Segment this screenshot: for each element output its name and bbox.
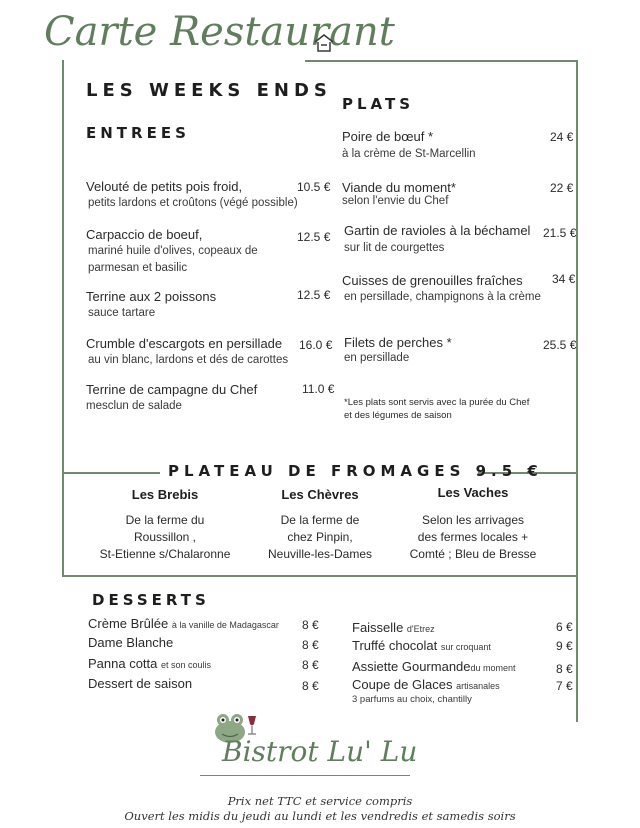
dessert-price: 8 € <box>302 658 319 672</box>
dessert-price: 9 € <box>556 639 573 653</box>
plat-desc: selon l'envie du Chef <box>342 195 449 207</box>
entree-desc: petits lardons et croûtons (végé possible) <box>88 197 298 209</box>
plat-price: 21.5 € <box>543 226 577 240</box>
cheese-desc: Selon les arrivages <box>421 513 525 527</box>
cheese-title: Les Brebis <box>131 487 199 502</box>
plat-desc: à la crème de St-Marcellin <box>342 148 476 160</box>
bistrot-logo: Bistrot Lu' Lu <box>222 735 418 768</box>
plat-desc: sur lit de courgettes <box>344 242 445 254</box>
page-title: Carte Restaurant <box>44 9 395 55</box>
dessert-price: 8 € <box>556 662 573 676</box>
cheese-desc: chez Pinpin, <box>287 530 353 544</box>
plat-name: Viande du moment* <box>342 180 456 195</box>
dessert-extra: à la vanille de Madagascar <box>171 620 279 630</box>
weekend-title: LES WEEKS ENDS <box>86 80 332 101</box>
frame-divider-fromage-left <box>62 472 160 474</box>
plat-price: 34 € <box>552 272 576 286</box>
cheese-column <box>80 487 250 563</box>
dessert-price: 8 € <box>302 638 319 652</box>
entree-name: Terrine aux 2 poissons <box>86 289 217 304</box>
dessert-extra: d'Etrez <box>406 624 435 634</box>
dessert-name: Assiette Gourmande <box>352 659 471 674</box>
plat-name: Filets de perches * <box>344 335 452 350</box>
cheese-desc: des fermes locales + <box>417 530 529 544</box>
dessert-extra: artisanales <box>456 681 500 691</box>
entree-desc: au vin blanc, lardons et dés de carottes <box>88 354 289 366</box>
dessert-item <box>352 659 516 674</box>
plats-heading: PLATS <box>342 95 415 113</box>
entree-name: Terrine de campagne du Chef <box>86 382 258 397</box>
dessert-name: Dame Blanche <box>88 635 174 650</box>
dessert-extra: et son coulis <box>161 660 212 670</box>
cheese-column <box>388 485 558 563</box>
cheese-desc: St-Etienne s/Chalaronne <box>99 547 231 561</box>
cheese-title: Les Chèvres <box>281 487 359 502</box>
entree-name: Carpaccio de boeuf, <box>86 227 203 242</box>
cheese-desc: De la ferme du <box>125 513 205 527</box>
cheese-desc: Neuville-les-Dames <box>267 547 373 561</box>
frame-right-line <box>576 60 578 722</box>
entree-desc: sauce tartare <box>88 307 156 319</box>
plat-name: Gartin de ravioles à la béchamel <box>344 223 531 238</box>
plat-name: Cuisses de grenouilles fraîches <box>342 273 523 288</box>
cheese-title: Les Vaches <box>437 485 509 500</box>
plat-price: 24 € <box>550 130 574 144</box>
entrees-heading: ENTREES <box>86 124 190 142</box>
fromages-heading: PLATEAU DE FROMAGES 9.5 € <box>168 462 543 480</box>
plat-price: 25.5 € <box>543 338 577 352</box>
dessert-name: Coupe de Glaces <box>352 677 453 692</box>
frame-divider-desserts <box>62 575 577 577</box>
dessert-name: Faisselle <box>352 620 404 635</box>
entree-price: 12.5 € <box>297 230 331 244</box>
dessert-item <box>88 635 173 650</box>
dessert-extra: sur croquant <box>440 642 491 652</box>
frame-top-line <box>305 60 577 62</box>
cheese-desc: Roussillon , <box>133 530 197 544</box>
dessert-item <box>88 676 192 691</box>
plats-note: et des légumes de saison <box>344 410 452 421</box>
frame-left-line <box>62 60 64 575</box>
desserts-heading: DESSERTS <box>92 591 210 609</box>
dessert-item <box>352 638 491 653</box>
cheese-desc: Comté ; Bleu de Bresse <box>409 547 537 561</box>
entree-desc: mariné huile d'olives, copeaux de <box>88 245 258 257</box>
dessert-note: 3 parfums au choix, chantilly <box>352 694 472 705</box>
dessert-price: 7 € <box>556 679 573 693</box>
cheese-column <box>235 487 405 563</box>
entree-price: 16.0 € <box>299 338 333 352</box>
footer-price-note: Prix net TTC et service compris <box>227 794 413 808</box>
cheese-desc: De la ferme de <box>280 513 360 527</box>
entree-name: Crumble d'escargots en persillade <box>86 336 283 351</box>
entree-price: 12.5 € <box>297 288 331 302</box>
dessert-price: 8 € <box>302 618 319 632</box>
logo-underline <box>200 775 410 776</box>
entree-desc: mesclun de salade <box>86 400 182 412</box>
dessert-price: 8 € <box>302 679 319 693</box>
dessert-price: 6 € <box>556 620 573 634</box>
entree-name: Velouté de petits pois froid, <box>86 179 243 194</box>
dessert-name: Panna cotta <box>88 656 158 671</box>
entree-price: 10.5 € <box>297 180 331 194</box>
dessert-name: Truffé chocolat <box>352 638 438 653</box>
dessert-item <box>352 677 500 692</box>
plat-desc: en persillade, champignons à la crème <box>344 291 541 303</box>
dessert-item <box>352 620 435 635</box>
entree-desc: parmesan et basilic <box>88 262 188 274</box>
dessert-item <box>88 616 279 631</box>
house-icon <box>313 33 335 58</box>
plat-desc: en persillade <box>344 352 410 364</box>
plats-note: *Les plats sont servis avec la purée du Chef <box>344 397 530 408</box>
dessert-name: Dessert de saison <box>88 676 193 691</box>
plat-price: 22 € <box>550 181 574 195</box>
plat-name: Poire de bœuf * <box>342 129 434 144</box>
entree-price: 11.0 € <box>302 382 335 396</box>
dessert-item <box>88 656 211 671</box>
dessert-name: Crème Brûlée <box>88 616 169 631</box>
dessert-extra: du moment <box>470 663 516 673</box>
footer-hours: Ouvert les midis du jeudi au lundi et les vendredis et samedis soirs <box>124 809 516 823</box>
